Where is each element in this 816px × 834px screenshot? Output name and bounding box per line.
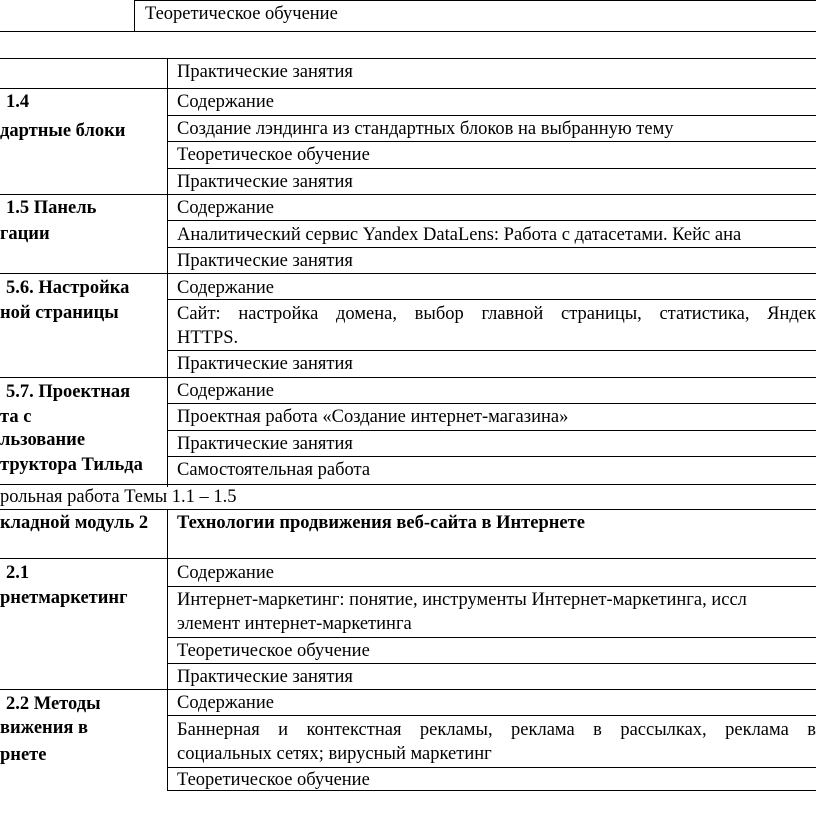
rule — [167, 115, 816, 116]
rule — [167, 168, 816, 169]
rule — [167, 403, 816, 404]
topic-title: дартные блоки — [0, 121, 126, 141]
rule — [0, 509, 816, 510]
rule — [167, 637, 816, 638]
content-cell: Содержание — [177, 198, 274, 218]
theory-cell: Теоретическое обучение — [177, 641, 370, 661]
practical-cell: Практические занятия — [177, 667, 353, 687]
description-cell: Сайт: настройка домена, выбор главной страницы, статистика, Яндек — [177, 304, 816, 324]
rule — [0, 31, 816, 32]
topic-title: льзование — [0, 430, 86, 450]
rule — [167, 220, 816, 221]
rule — [167, 141, 816, 142]
rule — [0, 273, 816, 274]
topic-title: та с — [0, 407, 32, 427]
rule — [167, 767, 816, 768]
rule — [0, 484, 816, 485]
topic-title: гации — [0, 224, 50, 244]
rule — [134, 0, 816, 1]
description-cell: элемент интернет-маркетинга — [177, 614, 412, 634]
control-work-label: рольная работа Темы 1.1 – 1.5 — [0, 487, 237, 507]
rule — [0, 689, 816, 690]
topic-title: рнете — [0, 745, 47, 765]
practical-cell: Практические занятия — [177, 434, 353, 454]
topic-title: 2.2 Методы — [6, 694, 101, 714]
rule — [167, 715, 816, 716]
rule — [0, 88, 816, 89]
topic-title: 5.6. Настройка — [6, 278, 130, 298]
content-cell: Содержание — [177, 381, 274, 401]
topic-title: труктора Тильда — [0, 455, 143, 475]
theory-cell: Теоретическое обучение — [177, 145, 370, 165]
content-cell: Содержание — [177, 563, 274, 583]
rule — [167, 663, 816, 664]
theory-cell: Теоретическое обучение — [145, 4, 338, 24]
topic-title: 2.1 — [6, 563, 30, 583]
rule — [167, 509, 168, 791]
topic-title: вижения в — [0, 718, 88, 738]
module-label: кладной модуль 2 — [0, 513, 149, 533]
practical-cell: Практические занятия — [177, 354, 353, 374]
description-cell: Создание лэндинга из стандартных блоков на выбранную тему — [177, 119, 674, 139]
self-work-cell: Самостоятельная работа — [177, 460, 371, 480]
rule — [167, 456, 816, 457]
description-cell: Баннерная и контекстная рекламы, реклама в рассылках, реклама в — [177, 720, 816, 740]
topic-title: 1.5 Панель — [6, 198, 97, 218]
rule — [0, 194, 816, 195]
content-cell: Содержание — [177, 693, 274, 713]
module-title: Технологии продвижения веб-сайта в Интернете — [177, 513, 585, 533]
topic-title: рнетмаркетинг — [0, 588, 128, 608]
description-cell: HTTPS. — [177, 328, 239, 348]
rule — [0, 558, 816, 559]
theory-cell: Теоретическое обучение — [177, 770, 370, 790]
rule — [134, 0, 135, 32]
rule — [167, 350, 816, 351]
practical-cell: Практические занятия — [177, 251, 353, 271]
rule — [167, 430, 816, 431]
rule — [167, 299, 816, 300]
topic-title: 5.7. Проектная — [6, 382, 131, 402]
description-cell: Интернет-маркетинг: понятие, инструменты Интернет-маркетинга, иссл — [177, 590, 747, 610]
content-cell: Содержание — [177, 278, 274, 298]
practical-cell: Практические занятия — [177, 62, 353, 82]
description-cell: Проектная работа «Создание интернет-магазина» — [177, 407, 569, 427]
topic-title: ной страницы — [0, 303, 119, 323]
topic-title: 1.4 — [6, 92, 30, 112]
rule — [167, 586, 816, 587]
rule — [167, 247, 816, 248]
content-cell: Содержание — [177, 92, 274, 112]
rule — [0, 377, 816, 378]
description-cell: Аналитический сервис Yandex DataLens: Работа с датасетами. Кейс ана — [177, 225, 742, 245]
practical-cell: Практические занятия — [177, 172, 353, 192]
description-cell: социальных сетях; вирусный маркетинг — [177, 744, 492, 764]
rule — [0, 58, 816, 59]
